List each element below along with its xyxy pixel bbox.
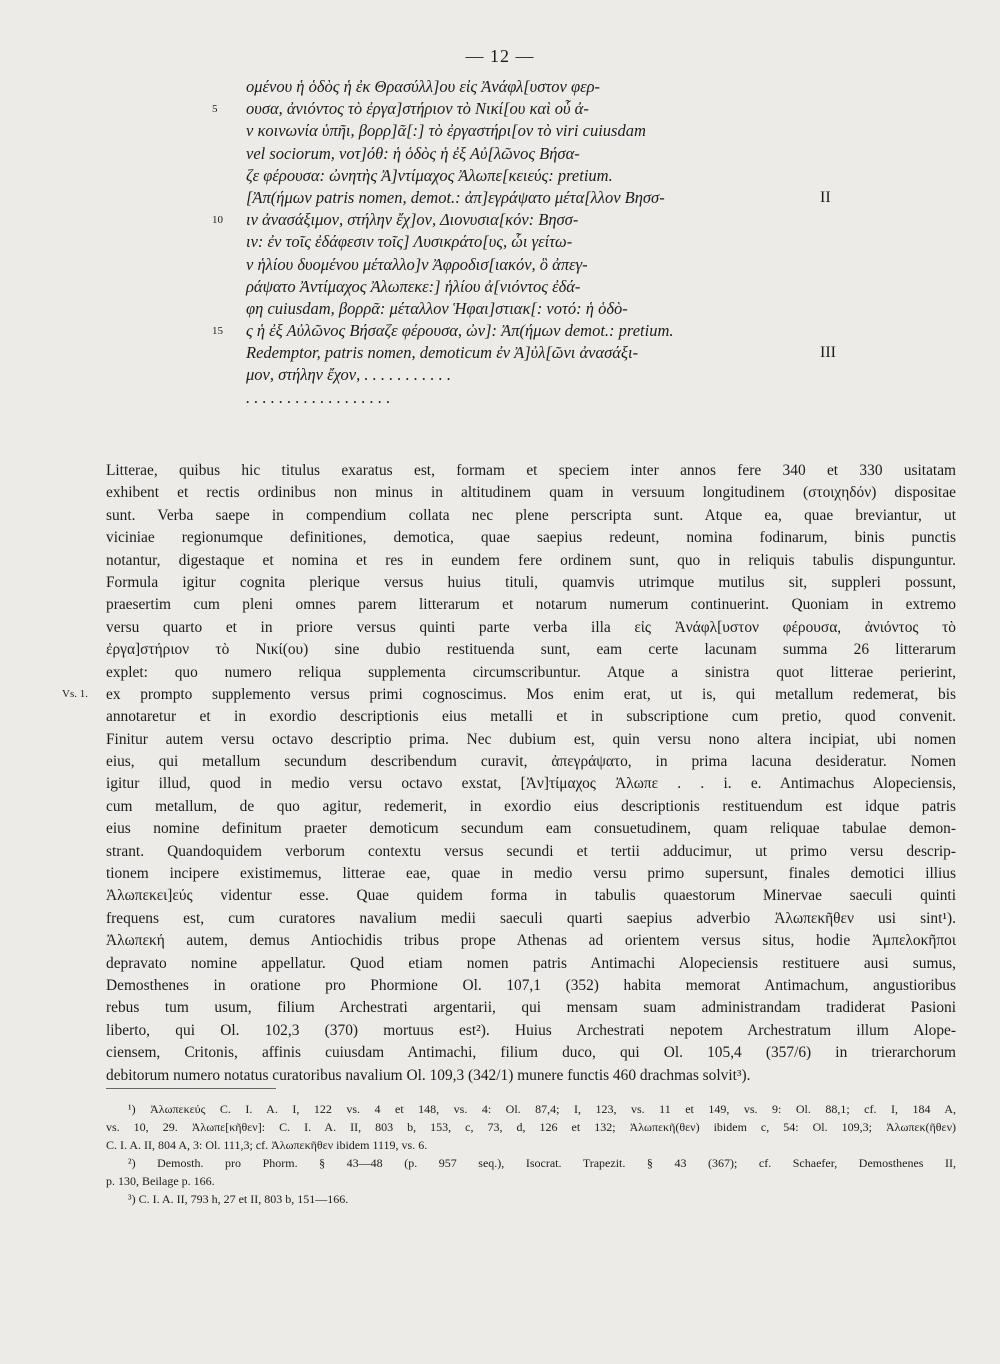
inscription-line (212, 320, 776, 342)
footnote-line: vs. 10, 29. Ἀλωπε[κῆθεν]: C. I. A. II, 803 b, 153, c, 73, d, 126 et 132; Ἀλωπεκῆ(θεν) ibidem c, 54: Ol. 109,3; Ἀλωπεκ(ῆθεν) (106, 1120, 956, 1134)
inscription-line (246, 342, 836, 364)
column-number: II (820, 188, 831, 206)
body-line: Ἀλωπεκή autem, demus Antiochidis tribus prope Athenas ad orientem versus situs, hodie Ἀμπελοκῆποι (106, 932, 956, 950)
inscription-line (246, 254, 776, 276)
commentary-body (106, 460, 956, 1087)
inscription-text: . . . . . . . . . . . . . . . . . . (246, 387, 391, 407)
inscription-text: Redemptor, patris nomen, demoticum ἐν Ἀ]ὐλ[ῶνι ἀνασάξι- (246, 343, 639, 363)
inscription-line (246, 298, 776, 320)
footnote-line: C. I. A. II, 804 A, 3: Ol. 111,3; cf. Ἀλωπεκῆθεν ibidem 1119, vs. 6. (106, 1138, 428, 1152)
inscription-text: vel sociorum, νοτ]όθ: ἡ ὁδὸς ἡ ἐξ Αὐ[λῶνος Βήσα- (246, 143, 580, 163)
body-line: eius nomine definitum praeter demoticum secundum eam consuetudinem, quam reliquae tabulae demon- (106, 820, 956, 838)
page-number: — 12 — (465, 46, 535, 66)
body-line: strant. Quandoquidem verborum contextu versus secundi et tertii adducimur, ut primo versu descrip- (106, 842, 956, 860)
inscription-line (246, 276, 776, 298)
body-line: ex prompto supplemento versus primi cognoscimus. Mos enim erat, ut is, qui metallum redemerat, bis (106, 685, 956, 703)
footnote-line: ²) Demosth. pro Phorm. § 43—48 (p. 957 seq.), Isocrat. Trapezit. § 43 (367); cf. Schaefer, Demosthenes II, (128, 1156, 956, 1170)
line-number: 15 (212, 325, 223, 338)
body-line: eius, qui metallum secundum describendum curavit, ἀπεγράψατο, in prima lacuna desideratur. Nomen (106, 753, 956, 771)
body-line: rebus tum usum, filium Archestrati argentarii, qui mensam suam administrandam tradiderat Pasioni (106, 999, 956, 1017)
footnote-line: p. 130, Beilage p. 166. (106, 1174, 215, 1188)
inscription-line (246, 387, 776, 409)
body-line: praesertim cum pleni omnes parem litterarum et notarum numerum continuerint. Quoniam in extremo (106, 596, 956, 614)
body-line: debitorum numero notatus curatoribus navalium Ol. 109,3 (342/1) munere functis 460 drachmas solvit³). (106, 1066, 751, 1084)
inscription-text: ν κοινωνία ὑπῆι, βορρ]ᾶ[:] τὸ ἐργαστήρι[ον τὸ viri cuiusdam (246, 121, 646, 141)
line-number: 5 (212, 103, 218, 116)
inscription-text: μον, στήλην ἔχον, . . . . . . . . . . . (246, 365, 451, 385)
inscription-line (246, 165, 776, 187)
inscription-transcription (212, 76, 836, 409)
inscription-line (246, 76, 776, 98)
body-line: ἐργα]στήριον τὸ Νικί(ου) sine dubio restituenda sunt, eam certe lacunam summa 26 litterarum (106, 641, 956, 659)
inscription-line (246, 143, 776, 165)
body-line: tionem incipere existimemus, litterae eae, quae in medio versu primo supersunt, finales demotici illius (106, 865, 956, 883)
inscription-text: ς ἡ ἐξ Αὐλῶνος Βήσαζε φέρουσα, ὠν]: Ἀπ(ήμων demot.: pretium. (246, 321, 674, 341)
inscription-text: ζε φέρουσα: ὠνητὴς Ἀ]ντίμαχος Ἀλωπε[κειεύς: pretium. (246, 165, 613, 185)
inscription-text: ιν ἀνασάξιμον, στήλην ἔχ]ον, Διονυσια[κόν: Βησσ- (246, 210, 579, 230)
inscription-line (212, 98, 776, 120)
body-line: Litterae, quibus hic titulus exaratus est, formam et speciem inter annos fere 340 et 330 usitatam (106, 462, 956, 479)
footnotes (106, 1100, 956, 1208)
footnote-line: ³) C. I. A. II, 793 h, 27 et II, 803 b, 151—166. (128, 1192, 349, 1206)
body-line: Demosthenes in oratione pro Phormione Ol. 107,1 (352) habita memorat Antimachum, angustioribus (106, 976, 956, 994)
body-line: versu quarto et in priore versus quinti parte verba illa εἰς Ἀνάφλ[υστον φέρουσα, ἀνιόντος τὸ (106, 618, 956, 636)
body-line: notantur, digestaque et nomina et res in eundem fere ordinem sunt, quo in reliquis tabulis dispunguntur. (106, 551, 956, 569)
body-line: explet: quo numero reliqua supplementa circumscribuntur. Atque a sinistra quot litterae perierint, (106, 663, 956, 681)
body-line: cum metallum, de quo agitur, redemerit, in exordio eius descriptionis restituendum est idque patris (106, 797, 956, 815)
body-line: Finitur autem versu octavo descriptio prima. Nec dubium est, quin versu nono altera incipiat, ubi nomen (106, 730, 956, 748)
line-number: 10 (212, 214, 223, 227)
inscription-text: φη cuiusdam, βορρᾶ: μέταλλον Ἡφαι]στιακ[: νοτό: ἡ ὁδὸ- (246, 298, 628, 318)
body-line: depravato nomine appellatur. Quod etiam nomen patris Antimachi Alopeciensis restituere ausi sumus, (106, 954, 956, 972)
inscription-text: ιν: ἐν τοῖς ἐδάφεσιν τοῖς] Λυσικράτο[υς, ὧι γείτω- (246, 232, 573, 252)
body-line: frequens est, cum curatores navalium medii saeculi quarti saepius adverbio Ἀλωπεκῆθεν usi sint¹). (106, 909, 956, 927)
inscription-line (246, 120, 776, 142)
body-line: annotaretur et in exordio descriptionis eius metalli et in subscriptione cum pretio, quod convenit. (106, 708, 956, 726)
inscription-text: [Ἀπ(ήμων patris nomen, demot.: ἀπ]εγράψατο μέτα[λλον Βησσ- (246, 187, 665, 207)
inscription-text: ν ἡλίου δυομένου μέταλλο]ν Ἀφροδισ[ιακόν, ὃ ἀπεγ- (246, 254, 588, 274)
footnote-line: ¹) Ἀλωπεκεύς C. I. A. I, 122 vs. 4 et 148, vs. 4: Ol. 87,4; I, 123, vs. 11 et 149, vs. 9: Ol. 88,1; cf. I, 184 A, (128, 1102, 956, 1116)
footnote-rule (106, 1088, 276, 1089)
inscription-text: ομένου ἡ ὁδὸς ἡ ἐκ Θρασύλλ]ου εἰς Ἀνάφλ[υστον φερ- (246, 77, 601, 96)
body-line: liberto, qui Ol. 102,3 (370) mortuus est²). Huius Archestrati nepotem Archestratum illum Alope- (106, 1021, 956, 1039)
inscription-text: ουσα, ἀνιόντος τὸ ἐργα]στήριον τὸ Νικί[ου καὶ οὗ ἀ- (246, 99, 589, 119)
inscription-line (246, 231, 776, 253)
body-line: Formula igitur cognita plerique versus huius tituli, quamvis utrimque mutilus sit, suppleri possunt, (106, 573, 956, 591)
inscription-text: ράψατο Ἀντίμαχος Ἀλωπεκε:] ἡλίου ἀ[νιόντος ἐδά- (246, 276, 581, 296)
body-line: Ἀλωπεκει]εύς videntur esse. Quae quidem forma in tabulis quaestorum Minervae saeculi quinti (106, 887, 956, 905)
margin-note: Vs. 1. (62, 688, 88, 700)
body-line: exhibent et rectis ordinibus non minus in altitudinem quam in versuum longitudinem (στοιχηδόν) dispositae (106, 484, 956, 502)
inscription-line (246, 364, 776, 386)
column-number: III (820, 344, 836, 362)
body-line: viciniae regionumque definitiones, demotica, quae saepius redeunt, nomina fodinarum, binis punctis (106, 529, 956, 547)
body-line: ciensem, Critonis, affinis cuiusdam Antimachi, filium duco, qui Ol. 105,4 (357/6) in trierarchorum (106, 1044, 956, 1062)
inscription-line (212, 209, 776, 231)
body-line: sunt. Verba saepe in compendium collata nec plene perscripta sunt. Atque ea, quae breviantur, ut (106, 506, 956, 524)
body-line: igitur illud, quod in medio versu octavo exstat, [Ἀν]τίμαχος Ἀλωπε . . i. e. Antimachus Alopeciensis, (106, 775, 956, 793)
inscription-line (246, 187, 831, 209)
